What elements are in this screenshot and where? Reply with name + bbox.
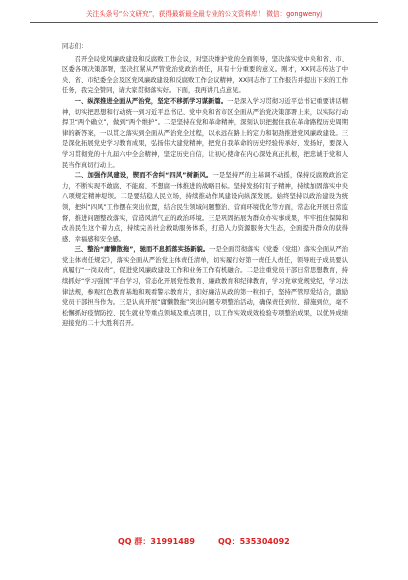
- intro-paragraph: 召开全局党风廉政建设和反腐败工作会议，对坚决维护党的全面领导，坚决落实党中央和省、市、区委各项决策部署，坚决扛紧从严管党治党政治责任，具有十分重要的意义。刚才，XX同志传达了中央、省、市纪委全会及区党风廉政建设和反腐败工作会议精神，XX同志作了工作报告并提出下来的工作任务，我完全赞同，请大家贯彻落实好。下面，我再讲几点意见。: [62, 55, 348, 95]
- section-two-paragraph: 二、加强作风建设，锲而不舍纠“四风”树新风。一是坚持严的主基调不动摇，保持反腐败政治定力，不断实现不敢腐、不能腐、不想腐一体推进的战略目标。坚持发扬钉钉子精神，持续加固落实中央八项规定精神堤坝。二是要结稳人民立场，持续推动作风建设向纵深发展。始终坚持以政治建设为统领，把纠“四风”工作摆在突出位置，结合民生领域问题整治、营商环境优化等方面，常态化开展日常监督，推进问题整改落实，营造风清气正的政治环境。三是巩固拓展为群众办实事成果，牢牢扭住保障和改善民生这个着力点，持续完善社会救助服务体系，打造人力资源服务大生态，全面提升群众的获得感、幸福感和安全感。: [62, 172, 348, 243]
- section-one-paragraph: 一、纵深推进全面从严治党，坚定不移抓学习谋新篇。一是深入学习贯彻习近平总书记重要讲话精神，切实把思想和行动统一到习近平总书记、党中央和省市区全面从严治党决策部署上来，以实际行动捍卫“两个确立”，做到“两个维护”。二是坚持在党和革命精神，深刻认识把握住我在革命路程历史周期律的新答案，一以贯之落实到全面从严治党全过程，以永远在路上的定力和韧劲推进党风廉政建设。三是深化拓展党史学习教育成果，弘扬伟大建党精神，把党自我革命的历史经验传承好、发扬好，要深入学习贯彻党的十九届六中全会精神，坚定历史自信，让初心使命在内心深处真正扎根，把忠诚于党和人民当作真切行动上。: [62, 97, 349, 169]
- section-heading: 三、整治“庸懒散拖”，驰而不息抓落实扬新貌。: [74, 246, 210, 254]
- section-heading: 一、纵深推进全面从严治党，坚定不移抓学习谋新篇。: [74, 97, 228, 105]
- document-body: [62, 42, 348, 330]
- header-divider: [30, 22, 378, 23]
- footer-qq-number: QQ：535304092: [218, 537, 290, 546]
- header-banner: 关注头条号“公文研究”，获得最新最全最专业的公文资料库！ 微信：gongwenyj: [85, 10, 323, 18]
- footer-qq-group: QQ 群：31991489: [118, 537, 195, 546]
- section-three-paragraph: 三、整治“庸懒散拖”，驰而不息抓落实扬新貌。一是全面贯彻落实《党委（党组）落实全面从严治党主体责任规定》，落实全面从严治党主体责任清单，切实履行好第一责任人责任，领导班子成员要认真履行“一岗双责”，促进党风廉政建设工作和业务工作有机融合。二是注重党员干部日常思想教育，持续抓好“学习强国”平台学习，常态化开展党性教育、廉政教育和纪律教育，学习党章党规党纪，学习法律法规，参观红色教育基地和观看警示教育片，扣好廉洁从政的第一粒扣子，坚持严管厚爱结合，激励党员干部担当作为。三是认真开展“庸懒散拖”突出问题专项整治活动，确保责任到位、措施到位，毫不松懈抓好疫情防控、民生就业等重点领域及重点项目，以工作实效成效检验专项整治成果，以优异成绩迎接党的二十大胜利召开。: [62, 246, 349, 328]
- salutation: 同志们：: [62, 43, 88, 50]
- section-heading: 二、加强作风建设，锲而不舍纠“四风”树新风。: [74, 172, 213, 180]
